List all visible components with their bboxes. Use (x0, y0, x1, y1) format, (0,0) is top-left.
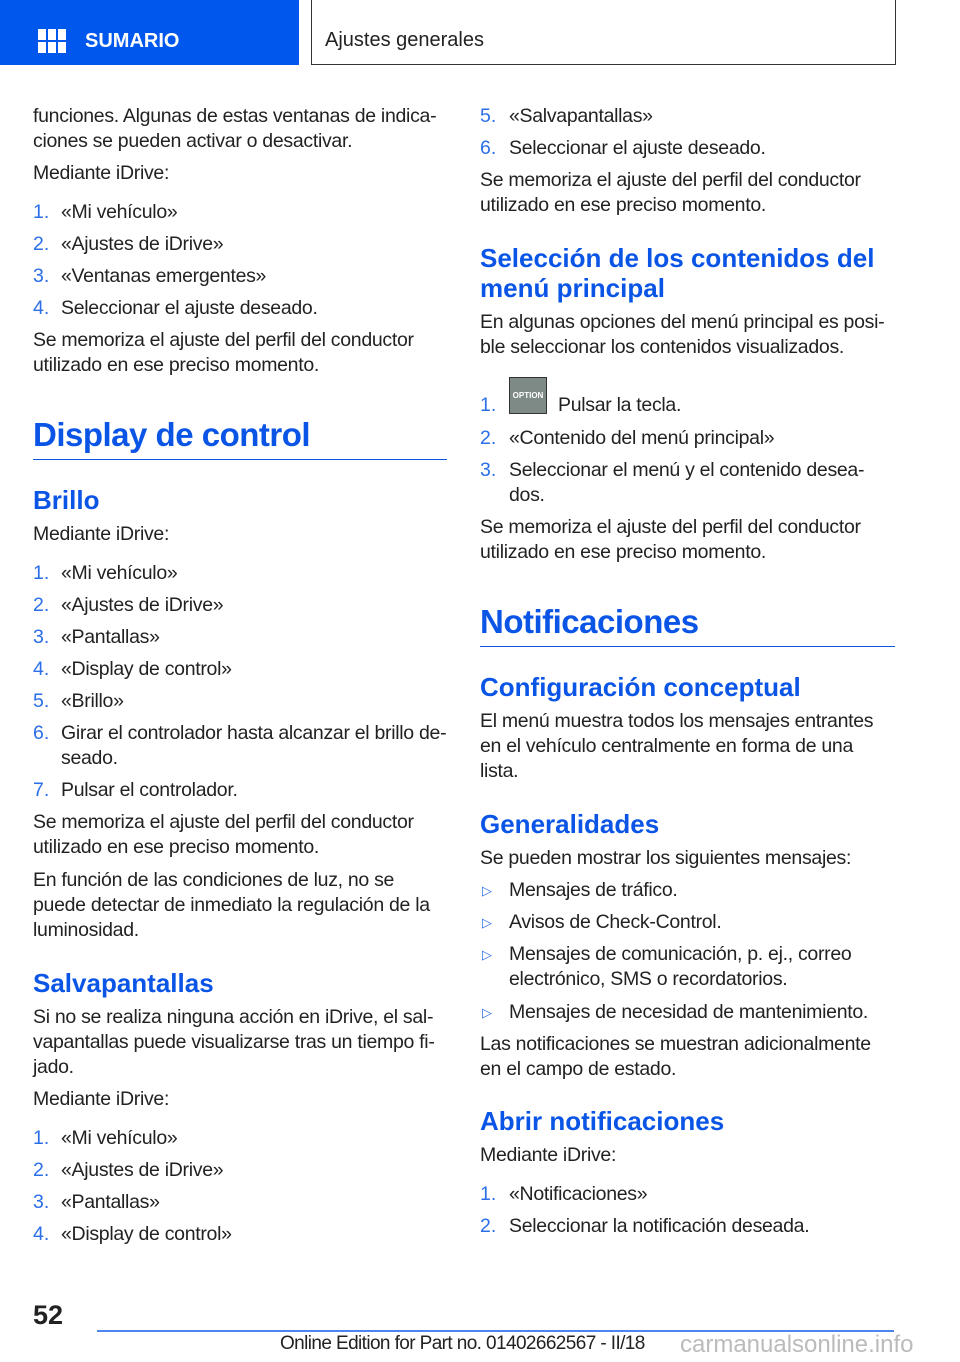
paragraph: Si no se realiza ninguna acción en iDrive, el salvapantallas puede visualizarse tras un tiempo fijado. (33, 1006, 435, 1078)
toc-label: SUMARIO (85, 30, 180, 52)
list-item: «Ajustes de iDrive» (61, 594, 224, 616)
list-item: «Mi vehículo» (61, 201, 178, 223)
list-item: «Salvapantallas» (509, 105, 653, 127)
list-number: 4. (33, 1223, 50, 1245)
grid-icon (38, 29, 66, 53)
heading-display-de-control: Display de control (33, 416, 311, 453)
list-item: «Contenido del menú principal» (509, 427, 775, 449)
paragraph: funciones. Algunas de estas ventanas de indicaciones se pueden activar o desactivar. (33, 105, 437, 152)
list-item: «Display de control» (61, 1223, 232, 1245)
watermark: carmanualsonline.info (680, 1331, 914, 1358)
list-number: 1. (33, 201, 50, 223)
bullet-item: Mensajes de tráfico. (509, 879, 678, 901)
list-item: «Display de control» (61, 658, 232, 680)
section-header (311, 0, 896, 65)
paragraph: En algunas opciones del menú principal es posible seleccionar los contenidos visualizados. (480, 311, 885, 358)
list-number: 3. (33, 1191, 50, 1213)
list-number: 4. (33, 297, 50, 319)
paragraph: Mediante iDrive: (480, 1144, 617, 1166)
paragraph: Se memoriza el ajuste del perfil del conductor utilizado en ese preciso momento. (33, 811, 414, 858)
heading-seleccion-contenidos: Selección de los contenidos del menú principal (480, 243, 875, 303)
list-item: Pulsar la tecla. (558, 394, 682, 416)
list-number: 2. (480, 427, 497, 449)
heading-abrir-notificaciones: Abrir notificaciones (480, 1106, 725, 1136)
list-number: 1. (33, 1127, 50, 1149)
paragraph: El menú muestra todos los mensajes entrantes en el vehículo centralmente en forma de una lista. (480, 710, 874, 782)
list-number: 5. (480, 105, 497, 127)
list-item: «Ajustes de iDrive» (61, 1159, 224, 1181)
heading-brillo: Brillo (33, 485, 100, 515)
paragraph: Mediante iDrive: (33, 1088, 170, 1110)
list-number: 1. (480, 394, 497, 416)
paragraph: En función de las condiciones de luz, no se puede detectar de inmediato la regulación de la luminosidad. (33, 869, 430, 941)
list-item: Seleccionar la notificación deseada. (509, 1215, 810, 1237)
list-item: «Pantallas» (61, 1191, 160, 1213)
heading-generalidades: Generalidades (480, 809, 660, 839)
list-number: 7. (33, 779, 50, 801)
bullet-triangle-icon: ▷ (482, 947, 492, 962)
list-item: «Mi vehículo» (61, 1127, 178, 1149)
bullet-item: Mensajes de comunicación, p. ej., correo electrónico, SMS o recordatorios. (509, 943, 852, 990)
divider (33, 459, 447, 460)
paragraph: Mediante iDrive: (33, 162, 170, 184)
bullet-item: Avisos de Check-Control. (509, 911, 722, 933)
edition-text: Online Edition for Part no. 01402662567 - II/18 (280, 1333, 645, 1354)
paragraph: Se memoriza el ajuste del perfil del conductor utilizado en ese preciso momento. (480, 169, 861, 216)
list-item: «Brillo» (61, 690, 124, 712)
list-number: 6. (33, 722, 50, 744)
heading-configuracion-conceptual: Configuración conceptual (480, 672, 801, 702)
divider (480, 646, 895, 647)
paragraph: Se memoriza el ajuste del perfil del conductor utilizado en ese preciso momento. (480, 516, 861, 563)
bullet-item: Mensajes de necesidad de mantenimiento. (509, 1001, 869, 1023)
bullet-triangle-icon: ▷ (482, 1005, 492, 1020)
list-item: Girar el controlador hasta alcanzar el brillo deseado. (61, 722, 447, 769)
paragraph: Se memoriza el ajuste del perfil del conductor utilizado en ese preciso momento. (33, 329, 414, 376)
list-number: 3. (480, 459, 497, 481)
list-item: Pulsar el controlador. (61, 779, 238, 801)
page-number: 52 (33, 1300, 64, 1330)
list-item: Seleccionar el ajuste deseado. (509, 137, 766, 159)
list-item: «Pantallas» (61, 626, 160, 648)
bullet-triangle-icon: ▷ (482, 915, 492, 930)
list-number: 1. (480, 1183, 497, 1205)
paragraph: Se pueden mostrar los siguientes mensajes: (480, 847, 852, 869)
list-number: 3. (33, 265, 50, 287)
option-key-icon: OPTION (509, 377, 547, 414)
toc-button[interactable] (0, 0, 299, 65)
list-number: 1. (33, 562, 50, 584)
bullet-triangle-icon: ▷ (482, 883, 492, 898)
list-number: 2. (33, 1159, 50, 1181)
list-number: 6. (480, 137, 497, 159)
list-item: «Ventanas emergentes» (61, 265, 267, 287)
list-number: 3. (33, 626, 50, 648)
paragraph: Mediante iDrive: (33, 523, 170, 545)
list-number: 2. (33, 233, 50, 255)
list-item: Seleccionar el ajuste deseado. (61, 297, 318, 319)
section-title: Ajustes generales (325, 29, 484, 51)
list-number: 2. (33, 594, 50, 616)
list-item: «Mi vehículo» (61, 562, 178, 584)
list-item: «Ajustes de iDrive» (61, 233, 224, 255)
paragraph: Las notificaciones se muestran adicionalmente en el campo de estado. (480, 1033, 871, 1080)
list-number: 4. (33, 658, 50, 680)
heading-salvapantallas: Salvapantallas (33, 968, 214, 998)
list-item: Seleccionar el menú y el contenido deseados. (509, 459, 865, 506)
list-number: 2. (480, 1215, 497, 1237)
list-item: «Notificaciones» (509, 1183, 648, 1205)
heading-notificaciones: Notificaciones (480, 603, 699, 640)
list-number: 5. (33, 690, 50, 712)
